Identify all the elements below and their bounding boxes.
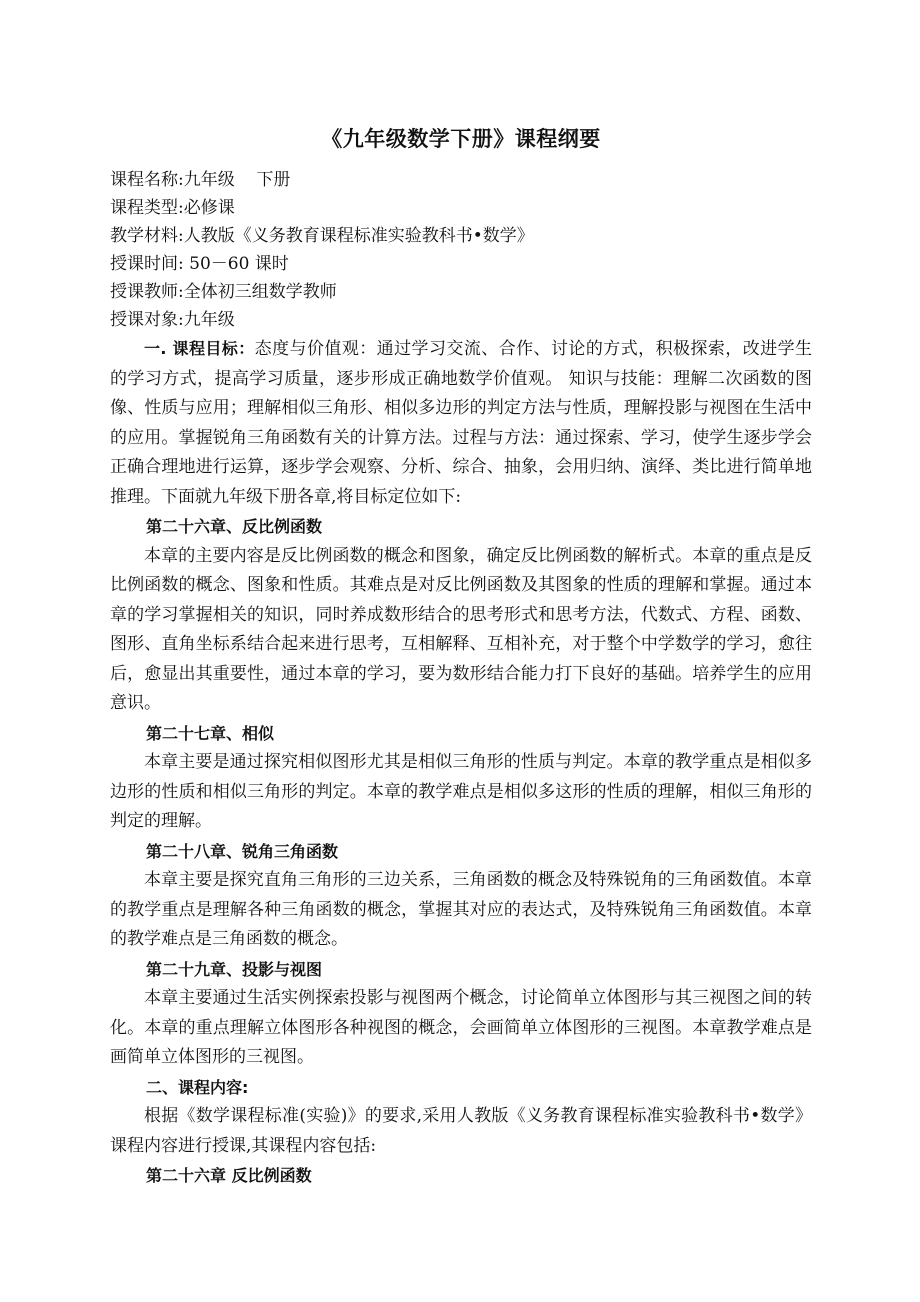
chapter-26-heading: 第二十六章、反比例函数 <box>146 517 323 536</box>
meta-teachers: 授课教师:全体初三组数学教师 <box>110 282 337 302</box>
meta-audience: 授课对象:九年级 <box>110 310 235 330</box>
meta-class-hours: 授课时间: 50－60 课时 <box>110 254 289 274</box>
chapter-27-heading: 第二十七章、相似 <box>146 723 275 743</box>
page-title: 《九年级数学下册》课程纲要 <box>321 127 601 151</box>
course-goals-text: 态度与价值观：通过学习交流、合作、讨论的方式，积极探索，改进学生的学习方式，提高学习质量，逐步形成正确地数学价值观。 知识与技能：理解二次函数的图像、性质与应用；理解相似三角形、相似多边形的判定方法与性质，理解投影与视图在生活中的应用。掌握锐角三角函数有关的计算方法。过程与方法：通过探索、学习，使学生逐步学会正确合理地进行运算，逐步学会观察、分析、综合、抽象，会用归纳、演绎、类比进行简单地推理。下面就九年级下册各章,将目标定位如下: <box>110 339 813 507</box>
content-chapter-26-heading: 第二十六章 反比例函数 <box>146 1166 312 1185</box>
course-goals-paragraph <box>110 334 812 512</box>
chapter-29-heading: 第二十九章、投影与视图 <box>146 959 323 979</box>
course-meta <box>110 166 812 334</box>
meta-course-type: 课程类型:必修课 <box>110 198 235 218</box>
course-goals-label: 一. 课程目标： <box>144 339 255 358</box>
course-content-heading: 二、课程内容: <box>146 1077 249 1097</box>
meta-teaching-material: 教学材料:人教版《义务教育课程标准实验教科书•数学》 <box>110 226 534 246</box>
chapter-28-text: 本章主要是探究直角三角形的三边关系，三角函数的概念及特殊锐角的三角函数值。本章的教学重点是理解各种三角函数的概念，掌握其对应的表达式，及特殊锐角三角函数值。本章的教学难点是三角函数的概念。 <box>110 870 812 949</box>
chapter-29-text: 本章主要通过生活实例探索投影与视图两个概念，讨论简单立体图形与其三视图之间的转化。本章的重点理解立体图形各种视图的概念，会画简单立体图形的三视图。本章教学难点是画简单立体图形的三视图。 <box>110 988 812 1067</box>
course-content-text: 根据《数学课程标准(实验)》的要求,采用人教版《义务教育课程标准实验教科书•数学》课程内容进行授课,其课程内容包括: <box>110 1106 812 1156</box>
chapter-27-text: 本章主要是通过探究相似图形尤其是相似三角形的性质与判定。本章的教学重点是相似多边形的性质和相似三角形的判定。本章的教学难点是相似多这形的性质的理解，相似三角形的判定的理解。 <box>110 752 812 831</box>
chapter-28-heading: 第二十八章、锐角三角函数 <box>146 841 339 861</box>
chapter-26-text: 本章的主要内容是反比例函数的概念和图象，确定反比例函数的解析式。本章的重点是反比例函数的概念、图象和性质。其难点是对反比例函数及其图象的性质的理解和掌握。通过本章的学习掌握相关的知识，同时养成数形结合的思考形式和思考方法，代数式、方程、函数、图形、直角坐标系结合起来进行思考，互相解释、互相补充，对于整个中学数学的学习，愈往后，愈显出其重要性，通过本章的学习，要为数形结合能力打下良好的基础。培养学生的应用意识。 <box>110 545 812 713</box>
meta-course-name: 课程名称:九年级 下册 <box>110 170 291 190</box>
